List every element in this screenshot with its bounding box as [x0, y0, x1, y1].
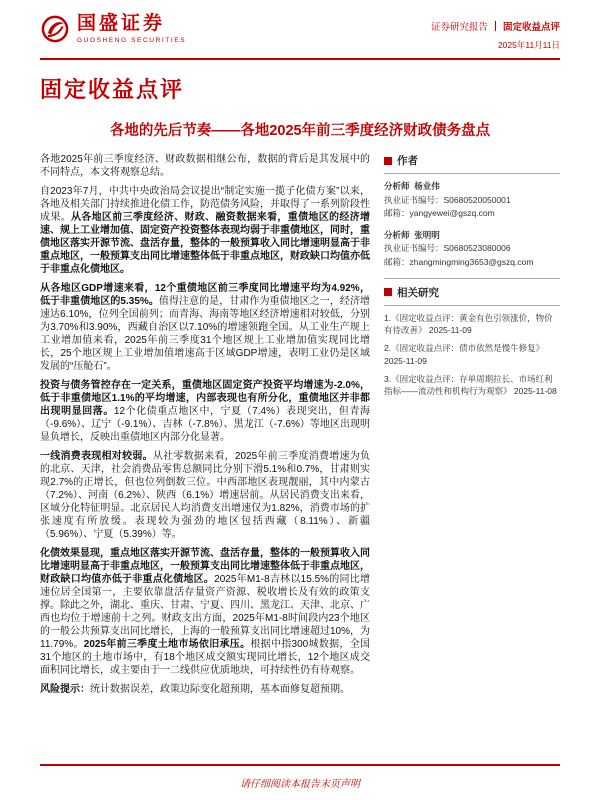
body-paragraphs [40, 153, 370, 702]
paragraph-bold-segment: 投资与债务管控存在一定关系，重债地区固定资产投资平均增速为-2.0%，低于非重债地区1.1%的平均增速，内部表现也有所分化，重债地区并非都出现明显回落。 [40, 380, 370, 417]
sidebar [384, 153, 560, 702]
authors [384, 180, 560, 270]
paragraph-segment: 2025年M1-8吉林以15.5%的同比增速位居全国第一，主要依靠盘活存量资产资源、税收增长及有效的政策支撑。除此之外，湖北、重庆、甘肃、宁夏、四川、黑龙江、天津、北京、广西也均位于增速前十之列。财政支出方面，2025年M1-8时间段内23个地区的一般公共预算支出同比增长，上海的一般预算支出同比增速超过10%，为11.79%。 [40, 574, 371, 650]
author-block [384, 229, 560, 270]
paragraph [40, 282, 370, 373]
sidebar-divider [384, 173, 560, 174]
brand-name-cn: 国盛证券 [77, 13, 166, 35]
guosheng-logo-icon [40, 14, 70, 44]
report-type-label: 证券研究报告 [430, 22, 488, 33]
paragraph-segment: 各地2025年前三季度经济、财政数据相继公布，数据的背后是其发展中的不同特点，本文将观察总结。 [40, 154, 370, 178]
footer-disclaimer: 请仔细阅读本报告末页声明 [240, 779, 360, 790]
paragraph [40, 153, 370, 179]
page-footer [40, 764, 560, 790]
paragraph-segment: 统计数据误差，政策边际变化超预期，基本面修复超预期。 [90, 684, 350, 695]
related-item-date: 2025-11-09 [384, 355, 427, 366]
related-heading-label: 相关研究 [397, 286, 439, 299]
report-header [40, 14, 560, 51]
sidebar-divider [384, 305, 560, 306]
author-name: 张明明 [414, 229, 440, 240]
related-item [384, 312, 560, 337]
related-item-date: 2025-11-08 [513, 386, 557, 397]
paragraph-bold-segment: 一线消费表现相对较弱。 [40, 451, 153, 462]
author-block [384, 180, 560, 221]
footer-rule [40, 764, 560, 766]
paragraph [40, 547, 370, 677]
paragraph [40, 450, 370, 541]
red-square-bullet-icon [384, 157, 392, 165]
paragraph-bold-segment: 从各地区前三季度经济、财政、融资数据来看，重债地区的经济增速、规上工业增加值、固定资产投资整体表现均弱于非重债地区，同时，重债地区落实开源节流、盘活存量，整体的一般预算收入同比增速明显高于非重点地区，一般预算支出同比增速整体低于非重点地区，财政缺口均值亦低于非重点化债地区。 [40, 212, 371, 275]
related-item-date: 2025-11-09 [428, 324, 472, 335]
paragraph-segment: 从社零数据来看，2025年前三季度消费增速为负的北京、天津，社会消费品零售总额同比分别下滑5.1%和0.7%，甘肃则实现2.7%的正增长，但也位列倒数三位。中西部地区表现靓丽，其中内蒙古（7.2%）、河南（6.2%）、陕西（6.1%）增速居前。从居民消费支出来看，区域分化特征明显。北京居民人均消费支出增速仅为1.82%，消费市场的扩张速度有所放缓。表现较为强劲的地区包括西藏（8.11%）、新疆（5.96%）、宁夏（5.39%）等。 [40, 451, 370, 540]
paragraph-segment: 根据中指300城数据，全国31个地区的土地市场中，有18个地区成交额实现同比增长，12个地区成交面积同比增长，或主要由于一二线供应优质地块，可持续性仍有待观察。 [40, 639, 370, 676]
author-name: 杨业伟 [414, 181, 440, 191]
related-item-title: 3.《固定收益点评：存单周期拉长、市场红利指标——流动性和机构行为观察》 [384, 373, 553, 397]
author-heading-label: 作者 [397, 155, 418, 167]
brand-name-en: GUOSHENG SECURITIES [77, 36, 187, 44]
report-subtitle: 各地的先后节奏——各地2025年前三季度经济财政债务盘点 [109, 123, 491, 139]
page-title: 固定收益点评 [40, 77, 185, 102]
related-item [384, 373, 560, 398]
related-list [384, 312, 560, 398]
header-tags [431, 19, 560, 33]
red-square-bullet-icon [384, 288, 392, 296]
author-name-row [384, 180, 560, 194]
divider-bar [495, 21, 496, 31]
related-item [384, 342, 560, 367]
content-columns [40, 153, 560, 702]
header-rule [40, 58, 560, 60]
related-item-title: 2.《固定收益点评：债市依然是慢牛修复》 [384, 343, 545, 354]
header-meta [431, 14, 560, 51]
paragraph-segment: 12个化债重点地区中，宁夏（7.4%）表现突出，但青海（-9.6%）、辽宁（-9.1%）、吉林（-7.8%）、黑龙江（-7.6%）等地区出现明显负增长，反映出重债地区内部分化显著。 [40, 406, 371, 443]
author-cert-row: 执业证书编号：S0680520050001 [384, 194, 511, 205]
brand-text [77, 14, 186, 44]
paragraph [40, 683, 370, 696]
author-role: 分析师 [384, 181, 410, 191]
author-cert-row: 执业证书编号：S0680523080006 [384, 243, 511, 254]
author-role: 分析师 [384, 229, 410, 240]
brand [40, 14, 186, 44]
paragraph-bold-segment: 风险提示： [40, 684, 90, 695]
report-date: 2025年11月11日 [497, 40, 560, 50]
author-email-row: 邮箱：zhangmingming3653@gszq.com [384, 256, 534, 267]
sidebar-divider [384, 278, 560, 279]
paragraph-segment: 自2023年7月，中共中央政治局会议提出“制定实施一揽子化债方案”以来，各地及相关部门持续推进化债工作，防范债务风险，并取得了一系列阶段性成果。 [40, 186, 370, 223]
paragraph-segment: 值得注意的是，甘肃作为重债地区之一，经济增速达6.10%，位列全国前列；而青海、海南等地区经济增速相对较低，分别为3.70%和3.90%，西藏自治区以7.10%的增速领跑全国。从工业生产规上工业增加值来看，2025年前三季度31个地区规上工业增加值实现同比增长，25个地区规上工业增加值增速高于区域GDP增速，表明工业仍是区域发展的“压舱石”。 [40, 296, 370, 372]
author-email-row: 邮箱：yangyewei@gszq.com [384, 208, 495, 219]
related-heading [384, 285, 560, 300]
paragraph-bold-segment: 从各地区GDP增速来看，12个重债地区前三季度同比增速平均为4.92%，低于非重债地区的5.35%。 [40, 283, 370, 307]
paragraph-bold-segment: 2025年前三季度土地市场依旧承压。 [83, 639, 251, 650]
related-item-title: 1.《固定收益点评：黄金有色引领涨价，物价有待改善》 [384, 312, 553, 335]
paragraph-bold-segment: 化债效果显现，重点地区落实开源节流、盘活存量，整体的一般预算收入同比增速明显高于非重点地区，一般预算支出同比增速整体低于非重点地区，财政缺口均值亦低于非重点化债地区。 [40, 548, 370, 585]
paragraph [40, 379, 370, 444]
author-name-row [384, 229, 560, 243]
report-category-label: 固定收益点评 [502, 22, 560, 33]
paragraph [40, 185, 370, 276]
author-heading [384, 153, 560, 168]
